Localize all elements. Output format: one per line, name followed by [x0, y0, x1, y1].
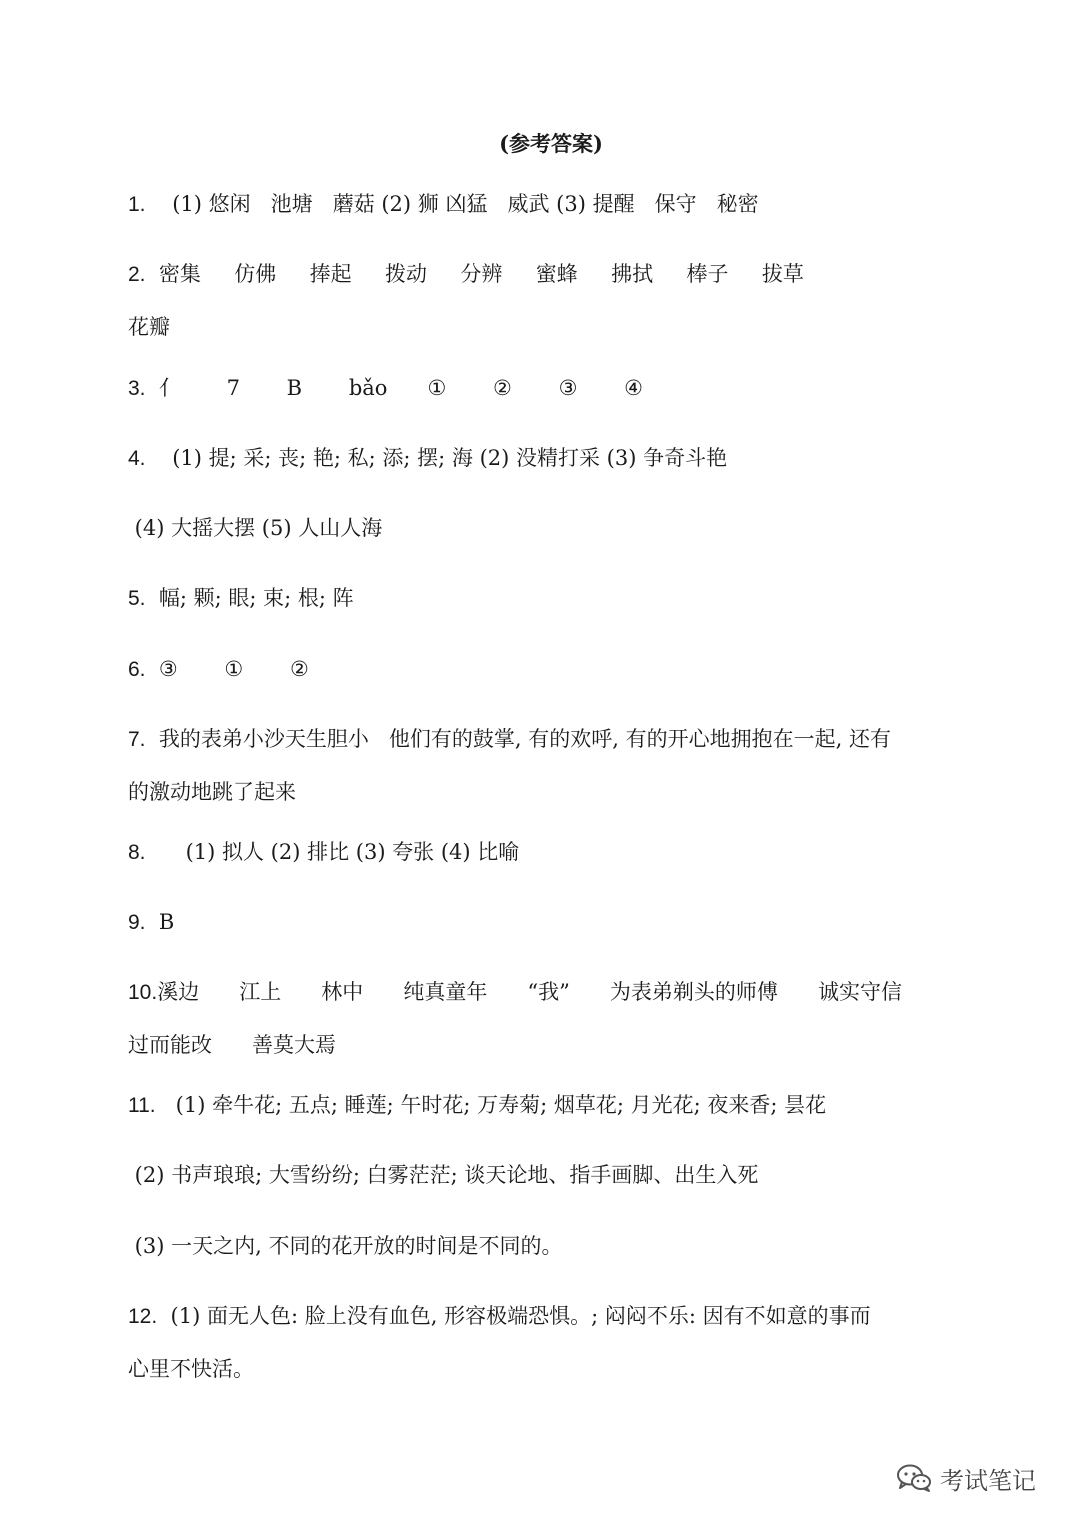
- answer-text: (4) 大摇大摆 (5) 人山人海: [128, 516, 383, 540]
- answer-number: 12.: [128, 1305, 158, 1328]
- answer-text: 密集 仿佛 捧起 拨动 分辨 蜜蜂 拂拭 棒子 拔草: [145, 262, 804, 286]
- answer-text: 幅; 颗; 眼; 束; 根; 阵: [145, 586, 354, 610]
- answer-number: 11.: [128, 1094, 156, 1117]
- answer-text: (1) 拟人 (2) 排比 (3) 夸张 (4) 比喻: [145, 840, 520, 864]
- answer-number: 8.: [128, 841, 146, 864]
- answer-text: (1) 悠闲 池塘 蘑菇 (2) 狮 凶猛 威武 (3) 提醒 保守 秘密: [145, 192, 759, 216]
- answer-text: (1) 提; 采; 丧; 艳; 私; 添; 摆; 海 (2) 没精打采 (3) 争奇斗艳: [145, 446, 728, 470]
- answer-line-12-cont: [128, 1354, 958, 1385]
- answer-number: 9.: [128, 911, 146, 934]
- answer-text: (3) 一天之内, 不同的花开放的时间是不同的。: [128, 1234, 563, 1258]
- answer-number: 10.: [128, 981, 158, 1004]
- page-title: (参考答案): [499, 131, 603, 156]
- answer-line-12: [128, 1301, 958, 1332]
- answer-line-11: [128, 1090, 958, 1121]
- answer-line-10: [128, 977, 958, 1008]
- wechat-icon: [896, 1463, 932, 1493]
- answer-number: 4.: [128, 447, 146, 470]
- answer-text: 的激动地跳了起来: [128, 780, 296, 804]
- answer-line-10-cont: [128, 1030, 958, 1061]
- answer-number: 2.: [128, 263, 146, 286]
- answer-line-11-part3: [128, 1231, 958, 1262]
- answer-number: 7.: [128, 728, 146, 751]
- answer-text: B: [145, 910, 175, 934]
- answer-line-5: [128, 583, 958, 614]
- answer-line-7: [128, 724, 958, 755]
- answer-number: 1.: [128, 193, 146, 216]
- answer-line-9: [128, 907, 958, 938]
- answer-text: 亻 7 B bǎo ① ② ③ ④: [145, 376, 643, 400]
- answer-line-1: [128, 189, 958, 220]
- answer-line-4-cont: [128, 513, 958, 544]
- answer-text: 我的表弟小沙天生胆小 他们有的鼓掌, 有的欢呼, 有的开心地拥抱在一起, 还有: [145, 727, 891, 751]
- answer-text: 溪边 江上 林中 纯真童年 “我” 为表弟剃头的师傅 诚实守信: [157, 980, 902, 1004]
- answer-line-4: [128, 443, 958, 474]
- answer-line-8: [128, 837, 958, 868]
- answer-text: (2) 书声琅琅; 大雪纷纷; 白雾茫茫; 谈天论地、指手画脚、出生入死: [128, 1163, 759, 1187]
- answer-line-3: [128, 373, 958, 404]
- answer-text: 花瓣: [128, 315, 170, 339]
- watermark: [896, 1458, 1036, 1498]
- answer-number: 3.: [128, 377, 146, 400]
- answer-text: ③ ① ②: [145, 657, 309, 681]
- answer-line-2-cont: [128, 312, 958, 343]
- answer-text: (1) 牵牛花; 五点; 睡莲; 午时花; 万寿菊; 烟草花; 月光花; 夜来香; 昙花: [155, 1093, 827, 1117]
- answer-number: 5.: [128, 587, 146, 610]
- answer-text: 心里不快活。: [128, 1357, 254, 1381]
- answer-number: 6.: [128, 658, 146, 681]
- answer-line-2: [128, 259, 958, 290]
- answer-text: (1) 面无人色: 脸上没有血色, 形容极端恐惧。; 闷闷不乐: 因有不如意的事而: [157, 1304, 871, 1328]
- answer-line-6: [128, 654, 958, 685]
- answer-line-11-part2: [128, 1160, 958, 1191]
- watermark-text: 考试笔记: [940, 1466, 1036, 1495]
- answer-line-7-cont: [128, 777, 958, 808]
- answer-text: 过而能改 善莫大焉: [128, 1033, 337, 1057]
